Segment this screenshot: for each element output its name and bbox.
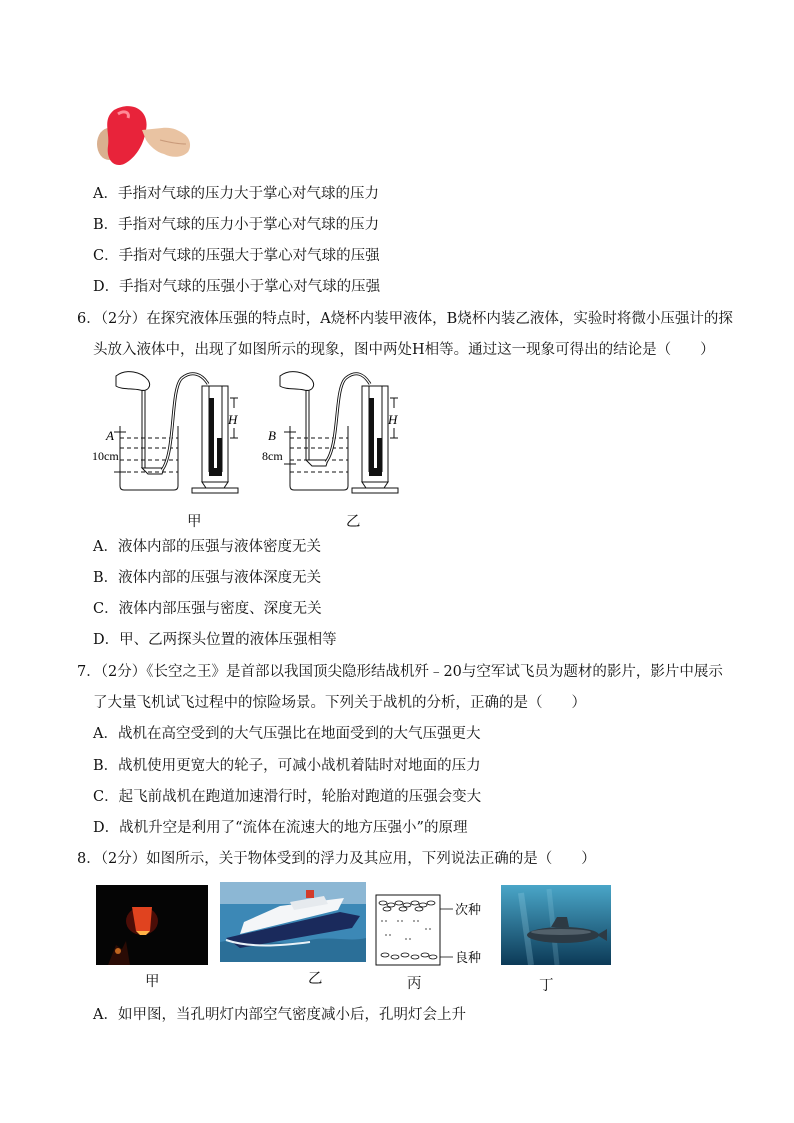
q7-option-a: A．战机在高空受到的大气压强比在地面受到的大气压强更大 [93, 726, 481, 742]
caption-jia-q6: 甲 [187, 514, 202, 530]
q7-option-c: C．起飞前战机在跑道加速滑行时，轮胎对跑道的压强会变大 [93, 789, 482, 805]
seed-label-good: 良种 [455, 951, 482, 966]
q6-stem-line2: 头放入液体中，出现了如图所示的现象，图中两处H相等。通过这一现象可得出的结论是（ ） [93, 342, 715, 358]
q7-option-d: D．战机升空是利用了“流体在流速大的地方压强小”的原理 [93, 820, 468, 836]
q8-option-a: A．如甲图，当孔明灯内部空气密度减小后，孔明灯会上升 [93, 1007, 466, 1023]
caption-ding-q8: 丁 [539, 978, 554, 994]
probe-label-b: B [268, 428, 276, 443]
height-label-h-left: H [228, 412, 238, 427]
depth-label-8cm: 8cm [262, 449, 283, 463]
caption-yi-q8: 乙 [308, 971, 323, 987]
balloon-press-figure [92, 100, 196, 172]
q7-stem-line1: 7．（2分）《长空之王》是首部以我国顶尖隐形结战机歼﹣20与空军试飞员为题材的影片，影片中展示 [77, 664, 723, 680]
q6-option-c: C．液体内部压强与密度、深度无关 [93, 601, 322, 617]
height-label-h-right: H [388, 412, 398, 427]
pressure-gauge-figure-jia [92, 368, 242, 500]
q7-option-b: B．战机使用更宽大的轮子，可减小战机着陆时对地面的压力 [93, 758, 481, 774]
probe-label-a: A [106, 428, 114, 443]
caption-yi-q6: 乙 [346, 514, 361, 530]
q5-option-c: C．手指对气球的压强大于掌心对气球的压强 [93, 248, 380, 264]
q6-option-d: D．甲、乙两探头位置的液体压强相等 [93, 632, 337, 648]
q8-stem: 8．（2分）如图所示，关于物体受到的浮力及其应用，下列说法正确的是（ ） [77, 851, 596, 867]
seed-label-inferior: 次种 [455, 903, 482, 918]
caption-jia-q8: 甲 [145, 974, 160, 990]
depth-label-10cm: 10cm [92, 449, 119, 463]
q5-option-a: A．手指对气球的压力大于掌心对气球的压力 [93, 186, 379, 202]
q6-stem-line1: 6．（2分）在探究液体压强的特点时，A烧杯内装甲液体，B烧杯内装乙液体，实验时将微小压强计的探 [77, 311, 733, 327]
submarine-photo [501, 885, 611, 965]
q7-stem-line2: 了大量飞机试飞过程中的惊险场景。下列关于战机的分析，正确的是（ ） [93, 695, 586, 711]
q6-option-a: A．液体内部的压强与液体密度无关 [93, 539, 321, 555]
seed-selection-diagram [375, 891, 491, 967]
caption-bing-q8: 丙 [407, 976, 422, 992]
ship-photo [220, 882, 366, 962]
sky-lantern-photo [96, 885, 208, 965]
q6-option-b: B．液体内部的压强与液体深度无关 [93, 570, 322, 586]
pressure-gauge-figure-yi [258, 368, 408, 500]
q5-option-d: D．手指对气球的压强小于掌心对气球的压强 [93, 279, 381, 295]
q5-option-b: B．手指对气球的压力小于掌心对气球的压力 [93, 217, 380, 233]
